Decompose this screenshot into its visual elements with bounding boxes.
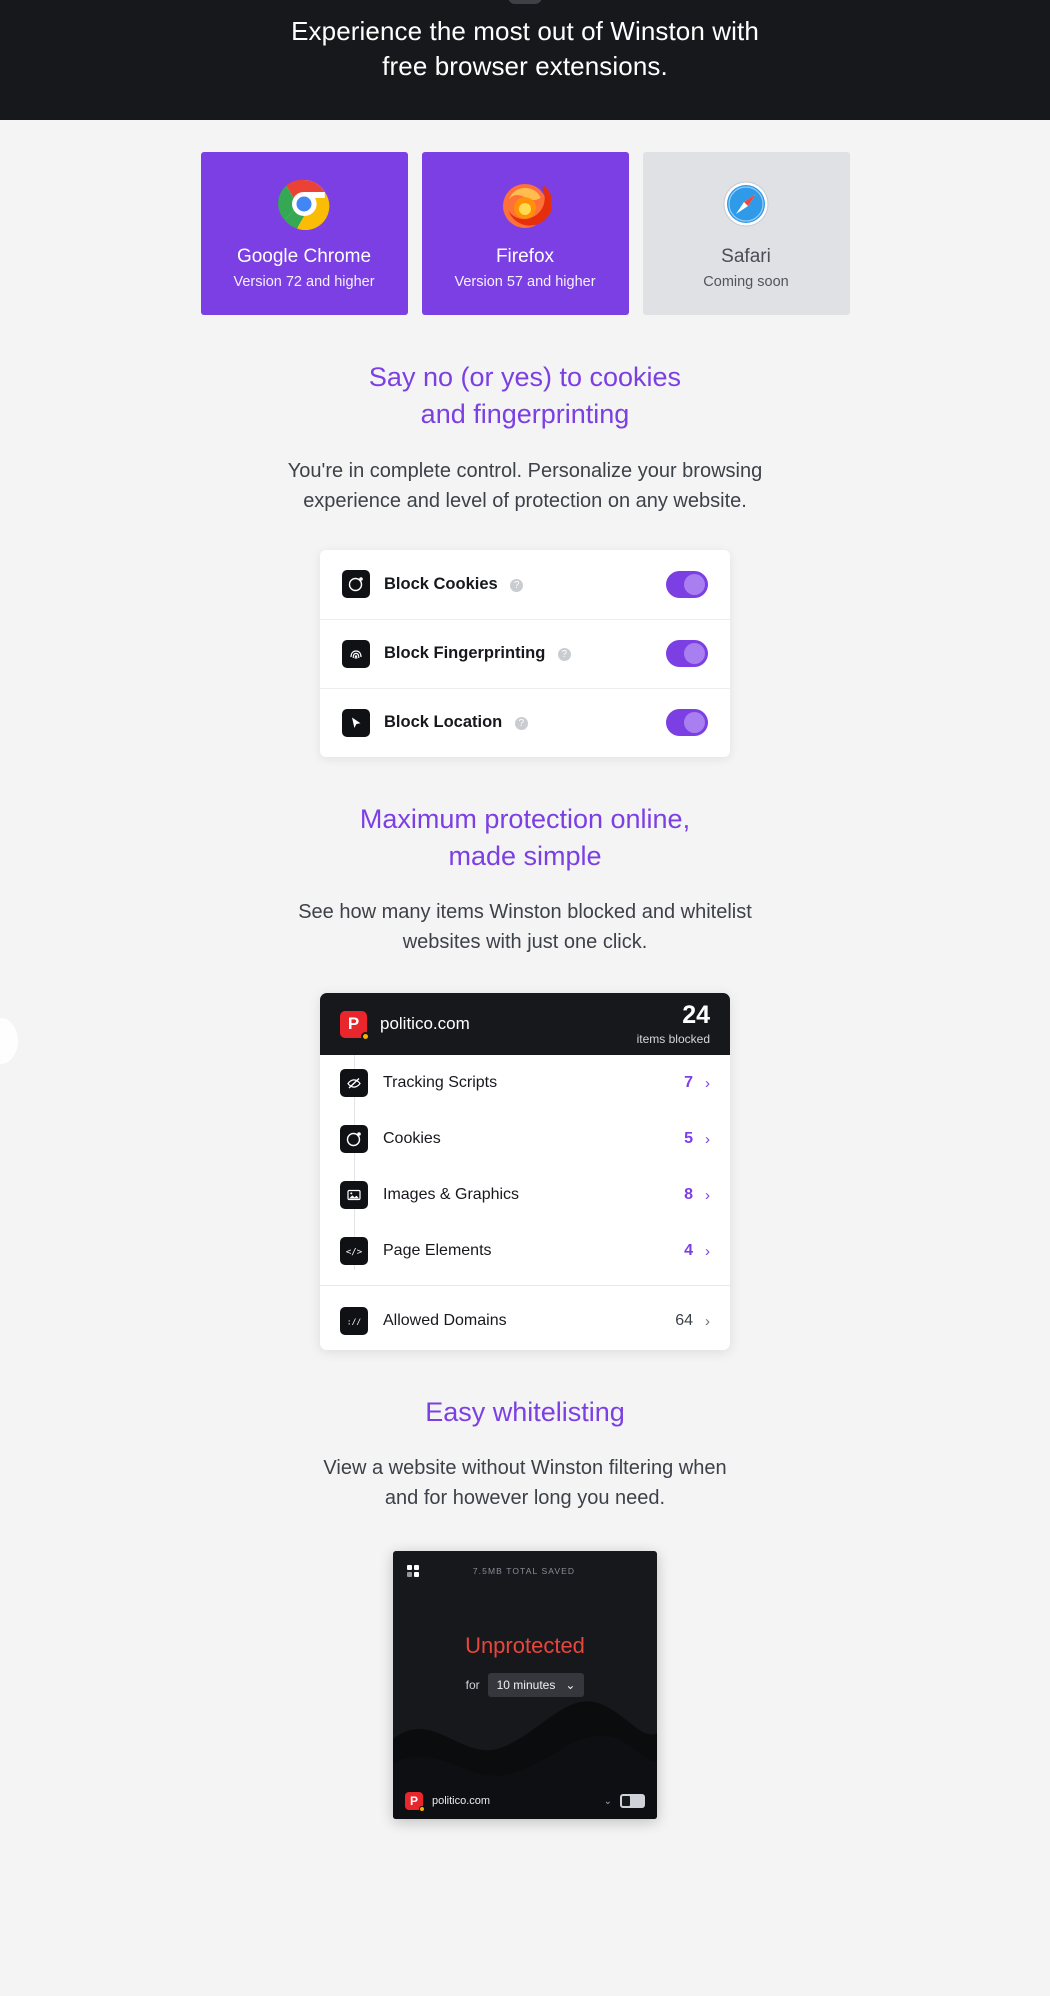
chevron-down-icon: ⌄ xyxy=(565,1678,576,1693)
blocked-count-label: items blocked xyxy=(636,1031,710,1046)
location-cursor-icon xyxy=(342,709,370,737)
section-cookies xyxy=(0,315,1050,757)
svg-text:://: :// xyxy=(346,1317,362,1327)
body-line-1: You're in complete control. Personalize your browsing xyxy=(287,459,763,482)
hero-banner xyxy=(0,0,1050,120)
info-icon[interactable]: ? xyxy=(510,579,523,592)
toggle-label: Block Fingerprinting xyxy=(384,644,546,662)
info-icon[interactable]: ? xyxy=(558,648,571,661)
chevron-right-icon[interactable]: › xyxy=(705,1130,710,1148)
section-protection xyxy=(0,757,1050,1351)
fingerprint-icon xyxy=(342,640,370,668)
site-name: politico.com xyxy=(432,1795,491,1808)
body-line-2: experience and level of protection on any website. xyxy=(303,489,747,512)
blocked-category-label: Cookies xyxy=(383,1130,441,1147)
toggle-knob xyxy=(622,1796,630,1806)
toggle-label: Block Cookies xyxy=(384,574,498,593)
chevron-right-icon[interactable]: › xyxy=(705,1074,710,1092)
duration-row xyxy=(393,1673,657,1697)
chevron-right-icon[interactable]: › xyxy=(705,1312,710,1330)
hero-title xyxy=(0,0,1050,83)
safari-icon xyxy=(720,178,772,230)
toggle-knob xyxy=(684,574,705,595)
url-icon xyxy=(340,1307,368,1335)
blocked-category-list xyxy=(320,1055,730,1350)
page-bottom-spacer xyxy=(0,1819,1050,1879)
browser-version: Version 72 and higher xyxy=(233,273,375,290)
browser-card-list xyxy=(0,120,1050,315)
toggle-row-block-cookies[interactable] xyxy=(320,550,730,619)
favicon-letter: P xyxy=(347,1014,360,1033)
blocked-panel-header xyxy=(320,993,730,1055)
blocked-category-label: Page Elements xyxy=(383,1242,492,1259)
svg-text:</>: </> xyxy=(345,1247,363,1258)
blocked-count-group xyxy=(636,1000,710,1046)
toggle-knob xyxy=(684,712,705,733)
browser-status: Coming soon xyxy=(703,273,789,290)
toggle-switch-block-cookies[interactable] xyxy=(666,571,708,598)
blocked-category-count: 4 xyxy=(684,1242,693,1259)
cookie-icon xyxy=(342,570,370,598)
unprotected-card-topbar xyxy=(393,1551,657,1577)
body-line-2: websites with just one click. xyxy=(402,931,648,953)
cookie-icon xyxy=(340,1125,368,1153)
firefox-icon xyxy=(499,178,551,230)
blocked-row-page-elements[interactable] xyxy=(320,1223,730,1279)
site-name: politico.com xyxy=(380,1014,470,1033)
section-cookies-title xyxy=(0,315,1050,434)
toggle-label: Block Location xyxy=(384,713,503,731)
protection-toggle[interactable] xyxy=(620,1794,645,1808)
for-label: for xyxy=(465,1678,480,1693)
body-line-2: and for however long you need. xyxy=(384,1487,666,1510)
total-saved-label: 7.5MB TOTAL SAVED xyxy=(472,1566,576,1577)
blocked-category-count: 5 xyxy=(684,1130,693,1147)
blocked-category-count: 64 xyxy=(675,1312,693,1329)
toggle-knob xyxy=(684,643,705,664)
title-line-2: and fingerprinting xyxy=(420,399,630,430)
blocked-category-count: 8 xyxy=(684,1186,693,1203)
site-favicon xyxy=(340,1011,367,1038)
blocked-category-label: Tracking Scripts xyxy=(383,1074,498,1091)
toggle-row-block-location[interactable] xyxy=(320,688,730,757)
chevron-right-icon[interactable]: › xyxy=(705,1186,710,1204)
body-line-1: See how many items Winston blocked and whitelist xyxy=(298,901,752,923)
title-line-1: Say no (or yes) to cookies xyxy=(368,362,682,392)
code-icon xyxy=(340,1237,368,1265)
body-line-1: View a website without Winston filtering when xyxy=(323,1457,727,1480)
section-whitelisting xyxy=(0,1350,1050,1819)
section-cookies-body xyxy=(0,434,1050,516)
eye-slash-icon xyxy=(340,1069,368,1097)
title-line-1: Maximum protection online, xyxy=(359,803,691,834)
browser-name: Firefox xyxy=(495,245,555,267)
title-line-2: made simple xyxy=(448,840,602,871)
duration-select[interactable] xyxy=(488,1673,585,1697)
blocked-items-panel xyxy=(320,993,730,1350)
browser-name: Google Chrome xyxy=(236,245,372,267)
image-icon xyxy=(340,1181,368,1209)
chevron-right-icon[interactable]: › xyxy=(705,1242,710,1260)
toggle-switch-block-location[interactable] xyxy=(666,709,708,736)
list-divider xyxy=(320,1285,730,1286)
section-protection-title xyxy=(0,757,1050,876)
grid-menu-icon[interactable] xyxy=(407,1565,419,1577)
toggle-switch-block-fingerprinting[interactable] xyxy=(666,640,708,667)
blocked-category-label: Allowed Domains xyxy=(383,1312,507,1329)
unprotected-status: Unprotected xyxy=(465,1633,585,1659)
blocked-row-images-graphics[interactable] xyxy=(320,1167,730,1223)
privacy-toggle-panel xyxy=(320,550,730,757)
browser-name: Safari xyxy=(721,245,771,267)
info-icon[interactable]: ? xyxy=(515,717,528,730)
section-whitelisting-body xyxy=(0,1431,1050,1513)
blocked-row-allowed-domains[interactable] xyxy=(320,1292,730,1350)
hero-title-line-1: Experience the most out of Winston with xyxy=(291,16,759,46)
site-favicon xyxy=(405,1792,423,1810)
section-protection-body xyxy=(0,875,1050,957)
chrome-icon xyxy=(278,178,330,230)
browser-version: Version 57 and higher xyxy=(454,273,596,290)
blocked-row-tracking-scripts[interactable] xyxy=(320,1055,730,1111)
duration-value: 10 minutes xyxy=(496,1678,556,1693)
unprotected-status-group xyxy=(393,1633,657,1697)
hero-title-line-2: free browser extensions. xyxy=(382,50,668,81)
blocked-count: 24 xyxy=(682,1000,710,1029)
unprotected-card-footer xyxy=(393,1783,657,1819)
section-whitelisting-title: Easy whitelisting xyxy=(425,1397,625,1427)
chevron-down-icon[interactable]: ⌄ xyxy=(603,1795,612,1807)
window-handle xyxy=(508,0,542,4)
status-dot xyxy=(419,1806,425,1812)
blocked-category-label: Images & Graphics xyxy=(383,1186,520,1203)
toggle-row-block-fingerprinting[interactable] xyxy=(320,619,730,688)
browser-card-firefox[interactable] xyxy=(422,152,629,315)
blocked-row-cookies[interactable] xyxy=(320,1111,730,1167)
browser-card-safari xyxy=(643,152,850,315)
unprotected-card xyxy=(393,1551,657,1819)
favicon-letter: P xyxy=(409,1794,418,1809)
status-dot xyxy=(361,1032,370,1041)
blocked-category-count: 7 xyxy=(684,1074,693,1091)
browser-card-chrome[interactable] xyxy=(201,152,408,315)
